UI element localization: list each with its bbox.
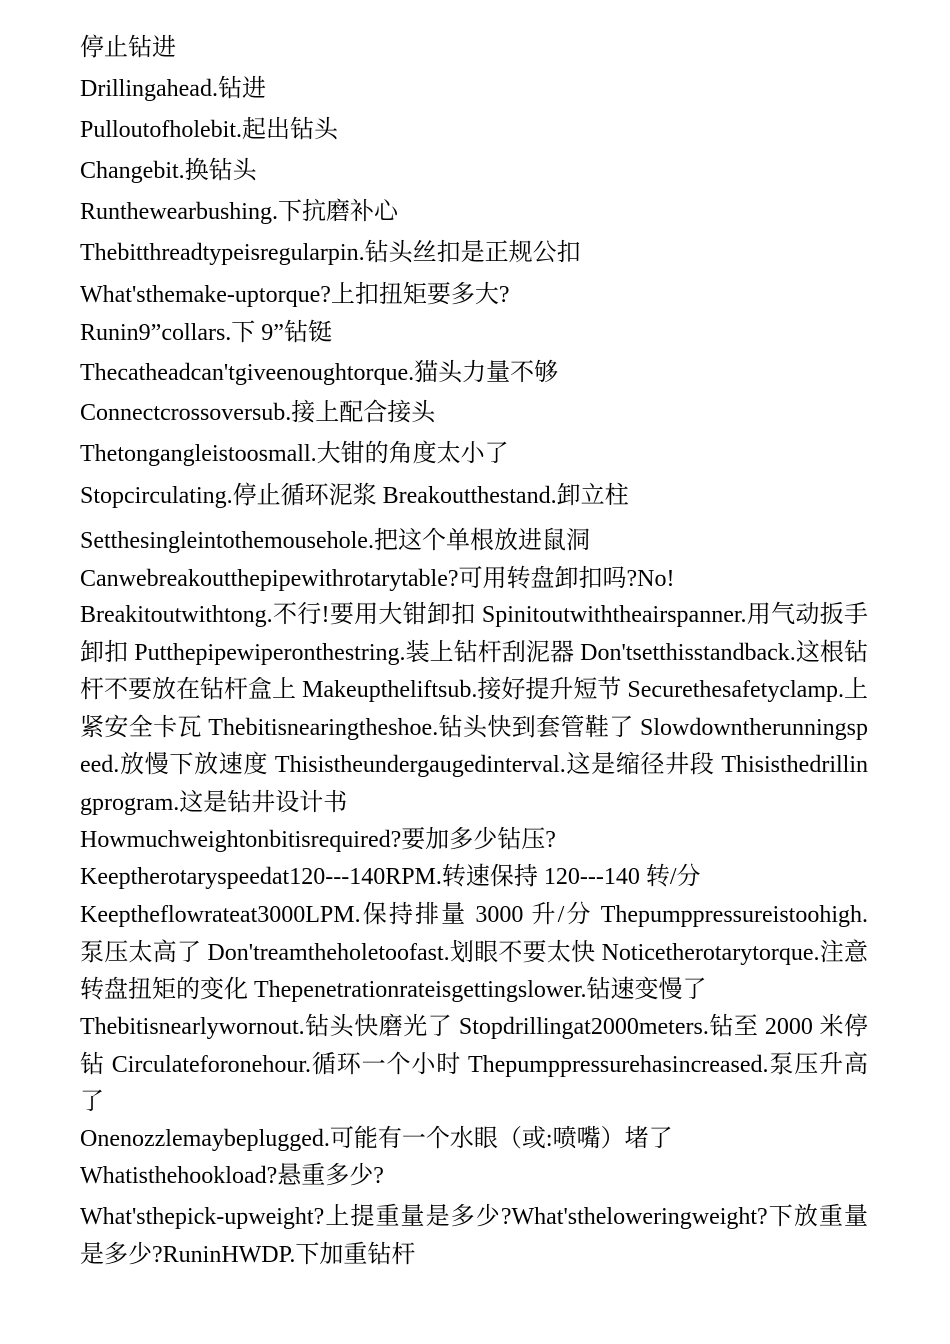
text-line: Thecatheadcan'tgiveenoughtorque.猫头力量不够 xyxy=(80,360,559,386)
text-line: Changebit.换钻头 xyxy=(80,158,257,184)
text-line: Keeptherotaryspeedat120---140RPM.转速保持 120---140 转/分 xyxy=(80,864,701,890)
text-paragraph: Keeptheflowrateat3000LPM.保持排量 3000 升/分 Thepumppressureistoohigh.泵压太高了 Don'treamtheholetoofast.划眼不要太快 Noticetherotarytorque.注意转盘扭矩的变化 Thepenetrationrateisgettingslower.钻速变慢了 xyxy=(80,902,868,1003)
text-line: Thetongangleistoosmall.大钳的角度太小了 xyxy=(80,441,509,467)
text-line: Onenozzlemaybeplugged.可能有一个水眼（或:喷嘴）堵了 xyxy=(80,1126,673,1152)
text-line: Pulloutofholebit.起出钻头 xyxy=(80,117,338,143)
text-line: Howmuchweightonbitisrequired?要加多少钻压? xyxy=(80,827,556,853)
text-line: Runthewearbushing.下抗磨补心 xyxy=(80,199,398,225)
text-line: What'sthemake-uptorque?上扣扭矩要多大? xyxy=(80,282,510,308)
text-line: Setthesingleintothemousehole.把这个单根放进鼠洞 xyxy=(80,528,590,554)
text-line: 停止钻进 xyxy=(80,35,176,61)
text-line: Whatisthehookload?悬重多少? xyxy=(80,1163,384,1189)
text-paragraph: Breakitoutwithtong.不行!要用大钳卸扣 Spinitoutwiththeairspanner.用气动扳手卸扣 Putthepipewiperonthestring.装上钻杆刮泥器 Don'tsetthisstandback.这根钻杆不要放在钻杆盒上 Makeuptheliftsub.接好提升短节 Securethesafetyclamp.上紧安全卡瓦 Thebitisnearingtheshoe.钻头快到套管鞋了 Slowdowntherunningspeed.放慢下放速度 Thisistheundergaugedinterval.这是缩径井段 Thisisthedrillingprogram.这是钻井设计书 xyxy=(80,602,868,816)
text-paragraph: Thebitisnearlywornout.钻头快磨光了 Stopdrillingat2000meters.钻至 2000 米停钻 Circulateforonehour.循环一个小时 Thepumppressurehasincreased.泵压升高了 xyxy=(80,1014,868,1115)
text-line: Stopcirculating.停止循环泥浆 Breakoutthestand.卸立柱 xyxy=(80,483,629,509)
text-paragraph: What'sthepick-upweight?上提重量是多少?What'stheloweringweight?下放重量是多少?RuninHWDP.下加重钻杆 xyxy=(80,1204,868,1268)
text-line: Canwebreakoutthepipewithrotarytable?可用转盘卸扣吗?No! xyxy=(80,566,675,592)
text-line: Runin9”collars.下 9”钻铤 xyxy=(80,320,332,346)
text-line: Drillingahead.钻进 xyxy=(80,76,266,102)
text-line: Thebitthreadtypeisregularpin.钻头丝扣是正规公扣 xyxy=(80,240,581,266)
text-line: Connectcrossoversub.接上配合接头 xyxy=(80,400,436,426)
